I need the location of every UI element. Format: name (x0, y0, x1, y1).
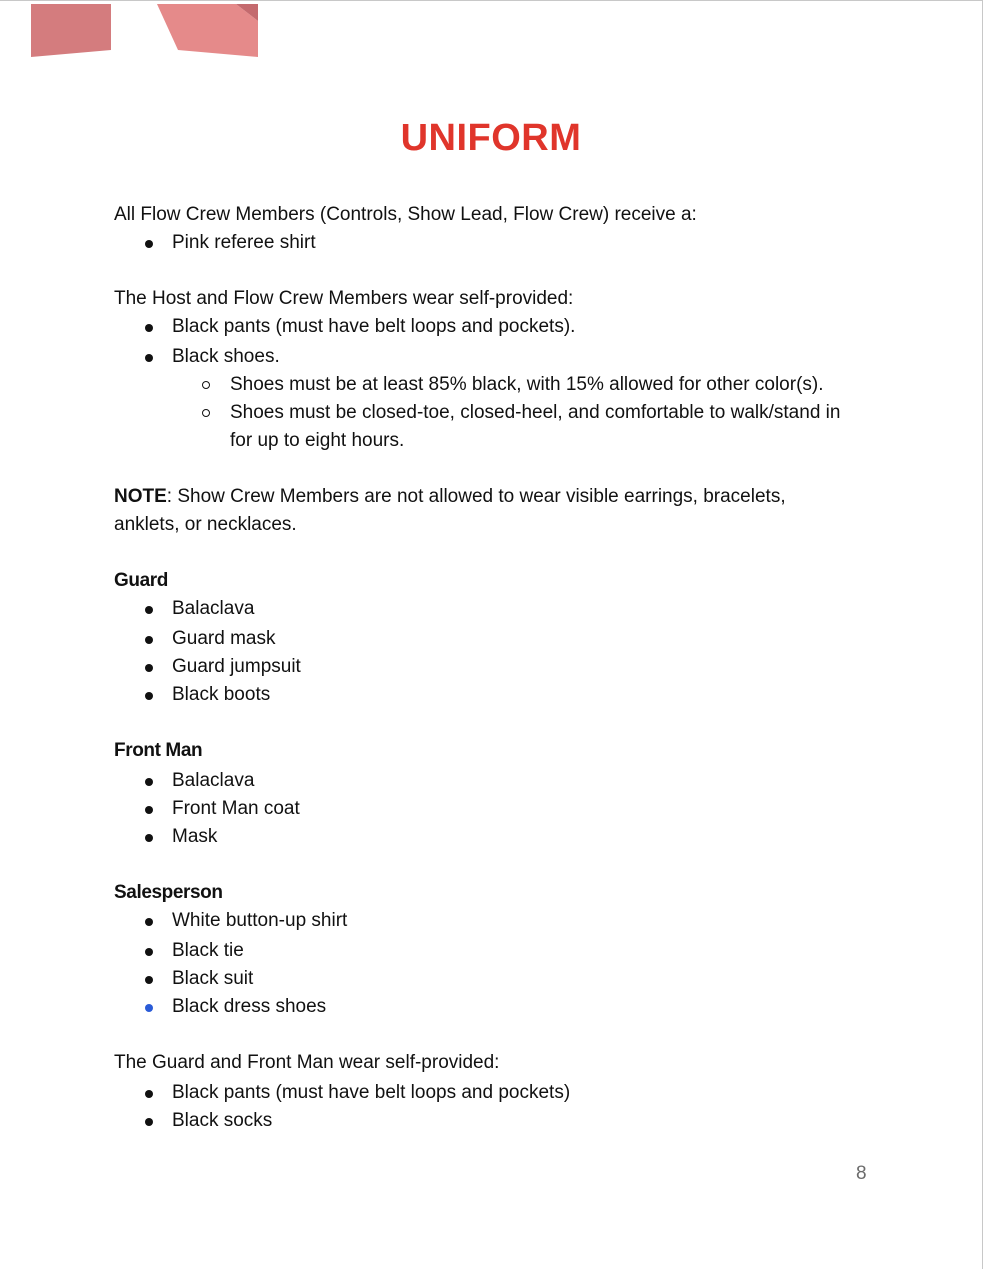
bullet-icon (145, 240, 153, 248)
list-item: Guard mask (114, 625, 874, 653)
list-item: Balaclava (114, 767, 874, 795)
bullet-icon (145, 806, 153, 814)
bullet-icon (145, 664, 153, 672)
salesperson-heading: Salesperson (114, 882, 223, 903)
bullet-icon (145, 834, 153, 842)
list-item: Black socks (114, 1107, 874, 1135)
guard-front-man-intro: The Guard and Front Man wear self-provided: (114, 1052, 500, 1073)
list-item: Pink referee shirt (114, 229, 874, 257)
bullet-icon (145, 1118, 153, 1126)
document-body (114, 201, 874, 1135)
list-item: Black dress shoes (114, 993, 874, 1021)
note-label: NOTE (114, 486, 167, 507)
crew-intro: All Flow Crew Members (Controls, Show Lead, Flow Crew) receive a: (114, 204, 697, 225)
hollow-bullet-icon (202, 381, 210, 389)
front-man-heading: Front Man (114, 740, 203, 761)
guard-heading: Guard (114, 570, 168, 591)
bullet-icon (145, 918, 153, 926)
bullet-icon (145, 1004, 153, 1012)
list-item: Black suit (114, 965, 874, 993)
list-item: Black pants (must have belt loops and pockets) (114, 1079, 874, 1107)
list-item: Black boots (114, 681, 874, 709)
bullet-icon (145, 324, 153, 332)
self-provided-intro: The Host and Flow Crew Members wear self-provided: (114, 288, 574, 309)
note-text: : Show Crew Members are not allowed to wear visible earrings, bracelets, anklets, or necklaces. (114, 486, 786, 535)
bullet-icon (145, 778, 153, 786)
list-item: Front Man coat (114, 795, 874, 823)
bullet-icon (145, 976, 153, 984)
bullet-icon (145, 606, 153, 614)
list-item: Guard jumpsuit (114, 653, 874, 681)
bullet-icon (145, 636, 153, 644)
hollow-bullet-icon (202, 409, 210, 417)
list-item: Black tie (114, 937, 874, 965)
sub-list-item: Shoes must be closed-toe, closed-heel, and comfortable to walk/stand in for up to eight hours. (114, 399, 856, 455)
header-ribbon-decoration (0, 1, 270, 61)
page-title: UNIFORM (400, 117, 582, 159)
list-item: Mask (114, 823, 874, 851)
note-paragraph (114, 483, 834, 539)
list-item: Balaclava (114, 595, 874, 623)
bullet-icon (145, 354, 153, 362)
list-item: White button-up shirt (114, 907, 874, 935)
list-item: Black shoes. (114, 343, 874, 371)
bullet-icon (145, 1090, 153, 1098)
page-number: 8 (856, 1163, 867, 1184)
sub-list-item: Shoes must be at least 85% black, with 15% allowed for other color(s). (114, 371, 874, 399)
bullet-icon (145, 948, 153, 956)
list-item: Black pants (must have belt loops and pockets). (114, 313, 874, 341)
bullet-icon (145, 692, 153, 700)
